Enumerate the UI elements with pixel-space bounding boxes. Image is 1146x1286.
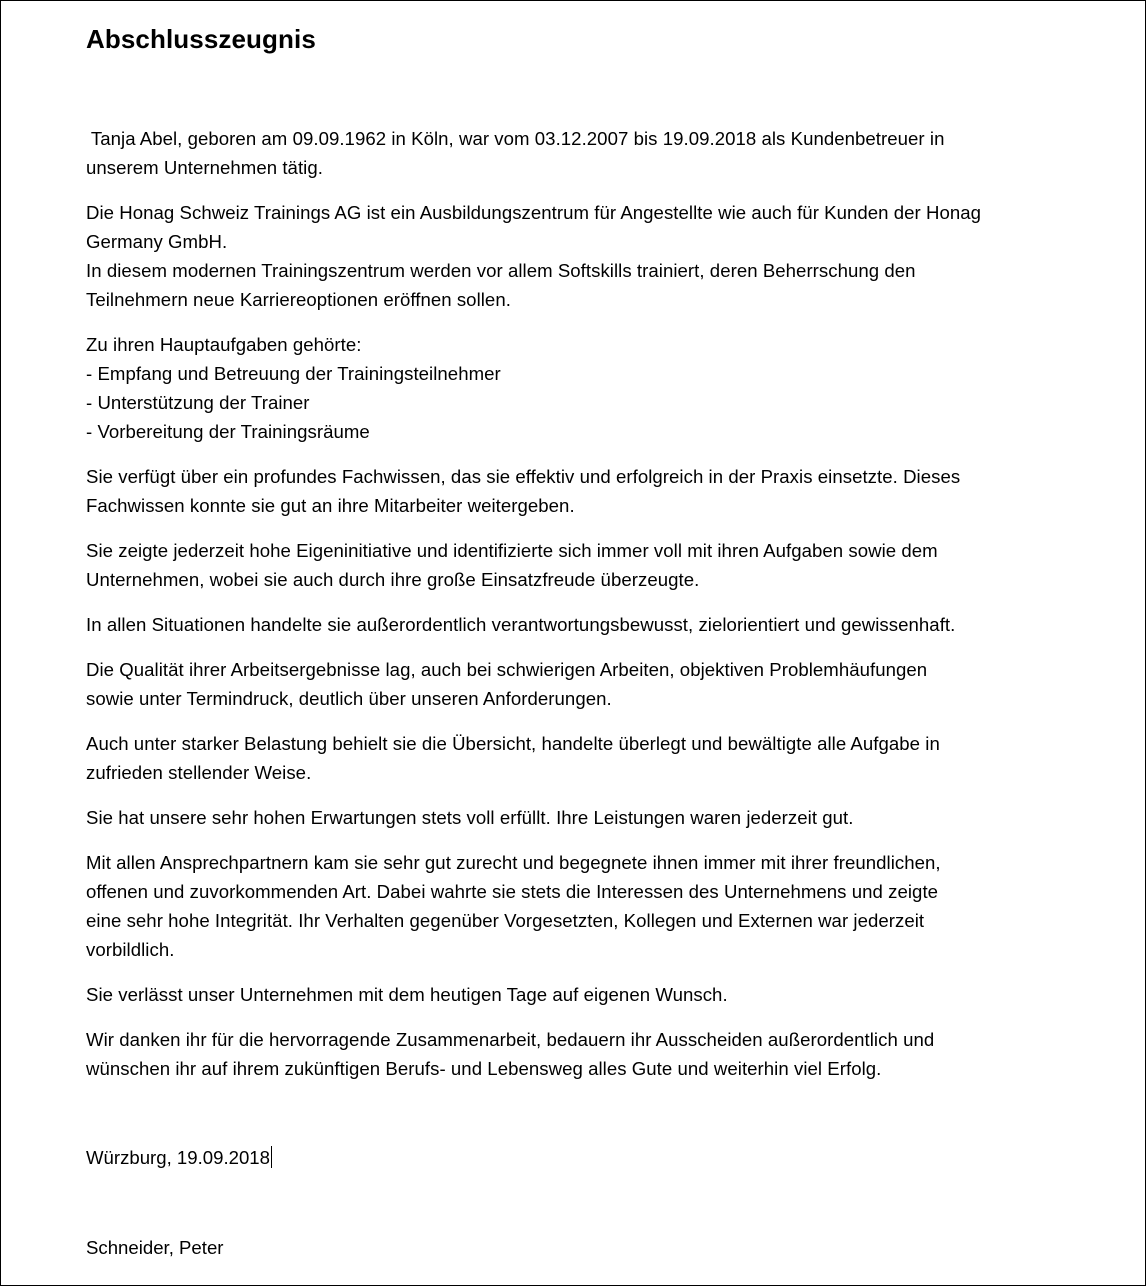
paragraph bbox=[86, 655, 1061, 713]
paragraph-line: Zu ihren Hauptaufgaben gehörte: bbox=[86, 334, 362, 355]
text-cursor bbox=[271, 1146, 272, 1168]
paragraph-line: zufrieden stellender Weise. bbox=[86, 762, 312, 783]
paragraph bbox=[86, 803, 1061, 832]
paragraph-line: Mit allen Ansprechpartnern kam sie sehr gut zurecht und begegnete ihnen immer mit ihrer freundlichen, bbox=[86, 852, 941, 873]
place-date: Würzburg, 19.09.2018 bbox=[86, 1147, 270, 1168]
paragraph-line: Teilnehmern neue Karriereoptionen eröffnen sollen. bbox=[86, 289, 511, 310]
signature-name: Schneider, Peter bbox=[86, 1237, 224, 1258]
paragraph-line: - Vorbereitung der Trainingsräume bbox=[86, 421, 370, 442]
paragraph-line: Sie verfügt über ein profundes Fachwissen, das sie effektiv und erfolgreich in der Praxis einsetzte. Dieses bbox=[86, 466, 961, 487]
paragraph-line: offenen und zuvorkommenden Art. Dabei wahrte sie stets die Interessen des Unternehmens und zeigte bbox=[86, 881, 939, 902]
paragraph bbox=[86, 1025, 1061, 1083]
paragraph-line: In allen Situationen handelte sie außerordentlich verantwortungsbewusst, zielorientiert und gewissenhaft. bbox=[86, 614, 956, 635]
paragraph bbox=[86, 848, 1061, 964]
paragraph-line: Tanja Abel, geboren am 09.09.1962 in Köln, war vom 03.12.2007 bis 19.09.2018 als Kundenbetreuer in bbox=[86, 128, 945, 149]
paragraph-line: Auch unter starker Belastung behielt sie die Übersicht, handelte überlegt und bewältigte alle Aufgabe in bbox=[86, 733, 940, 754]
paragraph-line: Unternehmen, wobei sie auch durch ihre große Einsatzfreude überzeugte. bbox=[86, 569, 700, 590]
paragraph-line: In diesem modernen Trainingszentrum werden vor allem Softskills trainiert, deren Beherrschung den bbox=[86, 260, 916, 281]
paragraph-line: unserem Unternehmen tätig. bbox=[86, 157, 323, 178]
paragraph bbox=[86, 980, 1061, 1009]
paragraph-line: - Unterstützung der Trainer bbox=[86, 392, 310, 413]
paragraph-line: sowie unter Termindruck, deutlich über unseren Anforderungen. bbox=[86, 688, 612, 709]
paragraph bbox=[86, 536, 1061, 594]
document-content[interactable] bbox=[86, 19, 1061, 1262]
paragraph-line: Sie zeigte jederzeit hohe Eigeninitiative und identifizierte sich immer voll mit ihren Aufgaben sowie dem bbox=[86, 540, 938, 561]
paragraph-line: - Empfang und Betreuung der Trainingsteilnehmer bbox=[86, 363, 501, 384]
paragraph-line: Sie hat unsere sehr hohen Erwartungen stets voll erfüllt. Ihre Leistungen waren jederzeit gut. bbox=[86, 807, 854, 828]
paragraph bbox=[86, 729, 1061, 787]
paragraph-line: Fachwissen konnte sie gut an ihre Mitarbeiter weitergeben. bbox=[86, 495, 575, 516]
paragraph-line: Die Honag Schweiz Trainings AG ist ein Ausbildungszentrum für Angestellte wie auch für Kunden der Honag bbox=[86, 202, 982, 223]
place-date-line bbox=[86, 1143, 1061, 1172]
document-body bbox=[86, 124, 1061, 1083]
document-title: Abschlusszeugnis bbox=[86, 24, 316, 54]
paragraph-line: Sie verlässt unser Unternehmen mit dem heutigen Tage auf eigenen Wunsch. bbox=[86, 984, 728, 1005]
paragraph-line: Germany GmbH. bbox=[86, 231, 228, 252]
paragraph bbox=[86, 610, 1061, 639]
paragraph-line: eine sehr hohe Integrität. Ihr Verhalten gegenüber Vorgesetzten, Kollegen und Externen war jederzeit bbox=[86, 910, 925, 931]
paragraph bbox=[86, 198, 1061, 314]
paragraph-line: Die Qualität ihrer Arbeitsergebnisse lag, auch bei schwierigen Arbeiten, objektiven Problemhäufungen bbox=[86, 659, 928, 680]
paragraph-line: vorbildlich. bbox=[86, 939, 175, 960]
paragraph-line: wünschen ihr auf ihrem zukünftigen Berufs- und Lebensweg alles Gute und weiterhin viel Erfolg. bbox=[86, 1058, 882, 1079]
paragraph-line: Wir danken ihr für die hervorragende Zusammenarbeit, bedauern ihr Ausscheiden außerordentlich und bbox=[86, 1029, 935, 1050]
paragraph bbox=[86, 124, 1061, 182]
paragraph bbox=[86, 462, 1061, 520]
paragraph bbox=[86, 330, 1061, 446]
